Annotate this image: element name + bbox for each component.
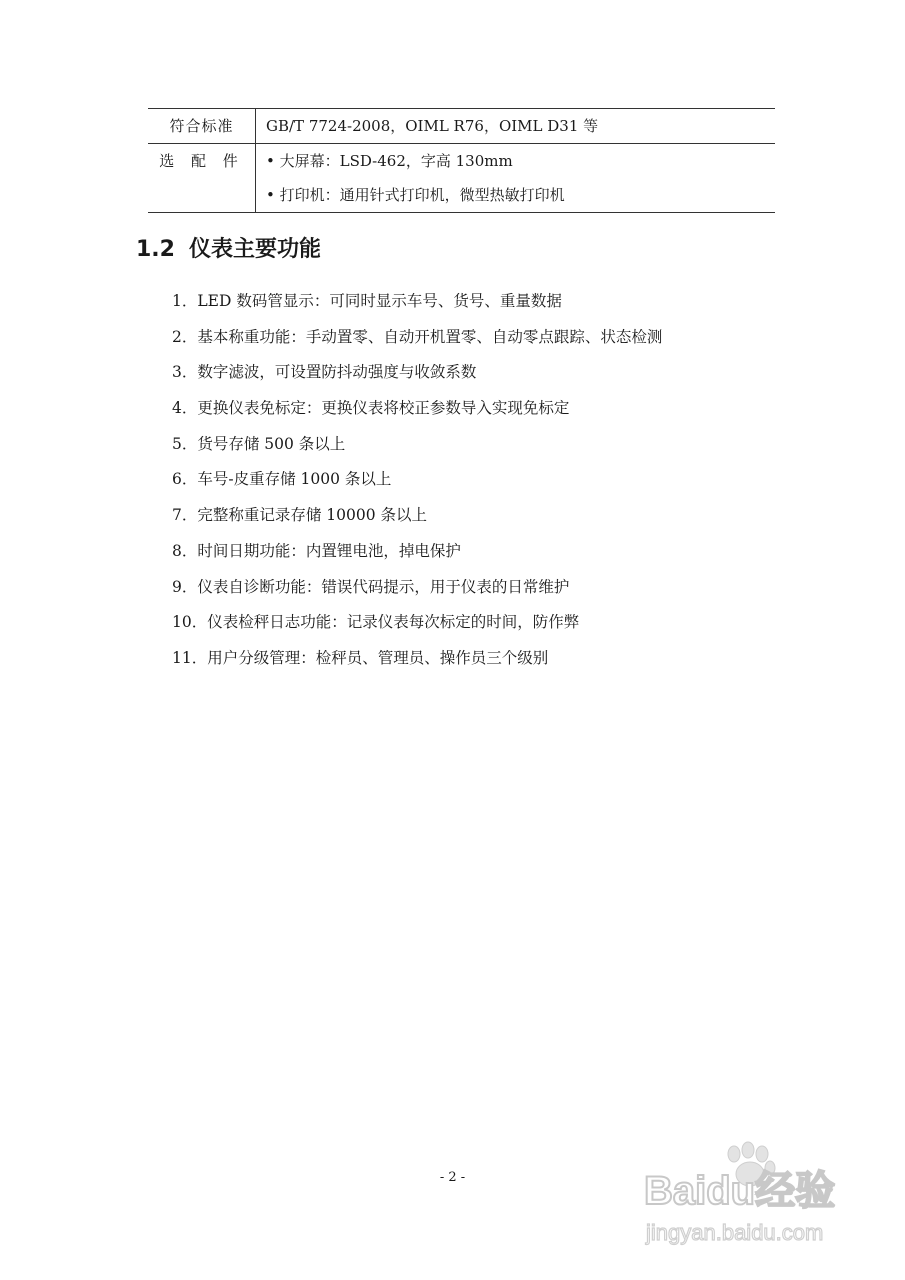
table-row-standards bbox=[148, 109, 775, 144]
spec-table bbox=[148, 108, 775, 213]
accessory-display: • 大屏幕：LSD-462，字高 130mm bbox=[266, 152, 513, 170]
page-number: - 2 - bbox=[439, 1170, 466, 1185]
list-item: 3．数字滤波，可设置防抖动强度与收敛系数 bbox=[172, 363, 477, 382]
baidu-jingyan-watermark bbox=[640, 1140, 865, 1250]
list-item: 8．时间日期功能：内置锂电池，掉电保护 bbox=[172, 541, 461, 560]
list-item: 5．货号存储 500 条以上 bbox=[172, 434, 346, 453]
section-heading bbox=[136, 232, 321, 263]
watermark-url: jingyan.baidu.com bbox=[646, 1220, 824, 1245]
table-row-accessories bbox=[148, 144, 775, 213]
list-item: 11．用户分级管理：检秤员、管理员、操作员三个级别 bbox=[172, 648, 549, 667]
watermark-brand: Baidu经验 bbox=[644, 1169, 836, 1213]
list-item: 7．完整称重记录存储 10000 条以上 bbox=[172, 506, 428, 525]
list-item: 1．LED 数码管显示：可同时显示车号、货号、重量数据 bbox=[172, 292, 562, 310]
list-item: 2．基本称重功能：手动置零、自动开机置零、自动零点跟踪、状态检测 bbox=[172, 327, 663, 346]
section-number: 1.2 bbox=[136, 237, 175, 262]
standards-value: GB/T 7724-2008，OIML R76，OIML D31 等 bbox=[256, 109, 776, 144]
section-title: 仪表主要功能 bbox=[188, 237, 321, 262]
standards-label: 符合标准 bbox=[148, 109, 256, 144]
list-item: 10．仪表检秤日志功能：记录仪表每次标定的时间，防作弊 bbox=[172, 613, 580, 632]
list-item: 9．仪表自诊断功能：错误代码提示，用于仪表的日常维护 bbox=[172, 577, 570, 596]
list-item: 4．更换仪表免标定：更换仪表将校正参数导入实现免标定 bbox=[172, 399, 570, 418]
accessory-printer: • 打印机：通用针式打印机，微型热敏打印机 bbox=[266, 186, 565, 204]
accessories-label: 选 配 件 bbox=[159, 152, 244, 170]
feature-list bbox=[172, 286, 662, 679]
list-item: 6．车号-皮重存储 1000 条以上 bbox=[172, 470, 392, 489]
